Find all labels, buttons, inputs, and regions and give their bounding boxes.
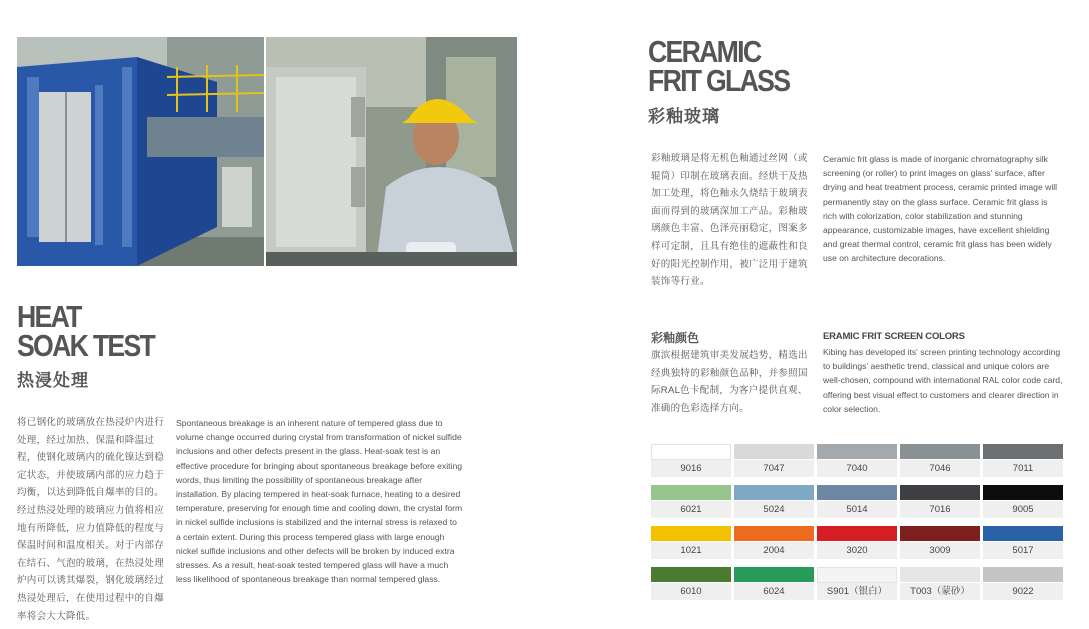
heat-soak-body-cn: 将已钢化的玻璃放在热浸炉内进行处理，经过加热、保温和降温过程，使钢化玻璃内的硫化镍达到稳定状态，并使玻璃内部的应力趋于均衡，以达到降低自爆率的目的。经过热浸处理的玻璃应力值将相应地有所降低，应力值降低的程度与保温时间和温度相关。对于内部存在结石、气泡的玻璃，在热浸处理炉内可以诱其爆裂，钢化玻璃经过热浸处理后，在使用过程中的自爆率将会大大降低。	[17, 417, 165, 622]
color-swatch	[817, 567, 897, 600]
color-swatch	[651, 444, 731, 477]
color-swatch	[983, 444, 1063, 477]
color-swatch	[734, 485, 814, 518]
color-code-label: 1021	[651, 542, 731, 559]
color-code-label: 5014	[817, 501, 897, 518]
color-swatch	[651, 526, 731, 559]
color-code-label: 5017	[983, 542, 1063, 559]
heat-soak-title-line2: SOAK TEST	[17, 328, 155, 364]
color-chip	[817, 526, 897, 542]
color-chip	[983, 526, 1063, 542]
color-chip	[651, 485, 731, 501]
color-chip	[983, 567, 1063, 583]
color-code-label: 7016	[900, 501, 980, 518]
color-swatch-grid	[651, 444, 1061, 600]
color-swatch	[900, 567, 980, 600]
color-swatch	[900, 485, 980, 518]
color-code-label: 9005	[983, 501, 1063, 518]
color-code-label: 6010	[651, 583, 731, 600]
color-chip	[734, 444, 814, 460]
color-swatch	[900, 444, 980, 477]
color-code-label: 7047	[734, 460, 814, 477]
color-swatch	[983, 526, 1063, 559]
color-code-label: 6021	[651, 501, 731, 518]
color-chip	[734, 526, 814, 542]
color-chip	[817, 444, 897, 460]
colors-body-cn: 旗滨根据建筑审美发展趋势，精选出经典独特的彩釉颜色品种，并参照国际RAL色卡配制，为客户提供直观、准确的色彩选择方向。	[651, 350, 808, 414]
furnace-photo	[17, 37, 264, 266]
colors-subtitle-cn: 彩釉颜色	[651, 331, 700, 345]
ceramic-title-line2: FRIT GLASS	[648, 63, 790, 99]
color-swatch	[817, 485, 897, 518]
ceramic-body-cn: 彩釉玻璃是将无机色釉通过丝网（或辊筒）印制在玻璃表面。经烘干及热加工处理，将色釉永久烧结于玻璃表面而得到的玻璃深加工产品。彩釉玻璃颜色丰富、色泽亮丽稳定，图案多样可定制，且具有绝佳的遮蔽性和良好的阳光控制作用，被广泛用于建筑装饰等行业。	[651, 153, 808, 288]
color-chip	[900, 444, 980, 460]
color-chip	[734, 485, 814, 501]
color-code-label: 3009	[900, 542, 980, 559]
color-code-label: S901（银白）	[817, 583, 897, 600]
color-code-label: 7046	[900, 460, 980, 477]
color-code-label: 5024	[734, 501, 814, 518]
color-swatch	[734, 567, 814, 600]
heat-soak-body-en: Spontaneous breakage is an inherent nature of tempered glass due to volume change occurred during crystal from transformation of nickel sulfide inclusions and other defects present in the glass. Heat-soak test is an effective procedure for bringing about spontaneous breakage before exiting words, thus limiting the possibility of spontaneous breakage after installation. By placing tempered in heat-soak furnace, heating to a desired temperature, preserving for enough time and cooling down, the crystal form in nickel sulfide inclusions is stabilized and the internal stress is relaxed to a certain extent. During this process tempered glass with large enough nickel sulfide inclusions and other defects will be broken by induced extra stresses. As a result, heat-soak tested tempered glass will have a much less likelihood of spontaneous breakage than normal tempered glass.	[176, 418, 463, 585]
color-chip	[983, 485, 1063, 501]
color-code-label: 7040	[817, 460, 897, 477]
heat-soak-title	[17, 299, 155, 364]
ceramic-body-en: Ceramic frit glass is made of inorganic chromatography silk screening (or roller) to print images on glass' surface, after drying and heat treatment process, ceramic printed image will permanently stay on the glass surface. Ceramic frit glass is rich with colorization, color stabilization and stunning appearance, customizable images, have excellent shielding and great thermal control, ceramic frit glass has been widely use on architecture decorations.	[823, 154, 1058, 264]
color-chip	[817, 485, 897, 501]
color-chip	[983, 444, 1063, 460]
color-swatch	[900, 526, 980, 559]
color-chip	[651, 526, 731, 542]
color-code-label: 6024	[734, 583, 814, 600]
ceramic-title-line1: CERAMIC	[648, 34, 761, 69]
colors-subtitle-en: ERAMIC FRIT SCREEN COLORS	[823, 331, 965, 342]
worker-photo	[266, 37, 517, 266]
color-chip	[651, 567, 731, 583]
color-code-label: 9016	[651, 460, 731, 477]
color-chip	[900, 526, 980, 542]
color-swatch	[734, 444, 814, 477]
color-chip	[817, 567, 897, 583]
color-code-label: 9022	[983, 583, 1063, 600]
color-chip	[651, 444, 731, 460]
color-swatch	[817, 526, 897, 559]
ceramic-title	[648, 34, 790, 99]
color-swatch	[817, 444, 897, 477]
color-code-label: 2004	[734, 542, 814, 559]
color-chip	[734, 567, 814, 583]
color-chip	[900, 567, 980, 583]
color-swatch	[651, 567, 731, 600]
color-code-label: 7011	[983, 460, 1063, 477]
colors-body-en: Kibing has developed its' screen printing technology according to buildings' aesthetic trend, classical and unique colors are well-chosen, compound with international RAL color code card, offering best visual effect to customers and clearer direction in color selection.	[823, 347, 1063, 414]
ceramic-title-cn: 彩釉玻璃	[648, 107, 720, 126]
color-swatch	[651, 485, 731, 518]
heat-soak-title-cn: 热浸处理	[17, 371, 89, 390]
heat-soak-title-line1: HEAT	[17, 299, 81, 334]
color-code-label: T003（蒙砂）	[900, 583, 980, 600]
color-swatch	[734, 526, 814, 559]
color-swatch	[983, 567, 1063, 600]
color-swatch	[983, 485, 1063, 518]
color-chip	[900, 485, 980, 501]
color-code-label: 3020	[817, 542, 897, 559]
